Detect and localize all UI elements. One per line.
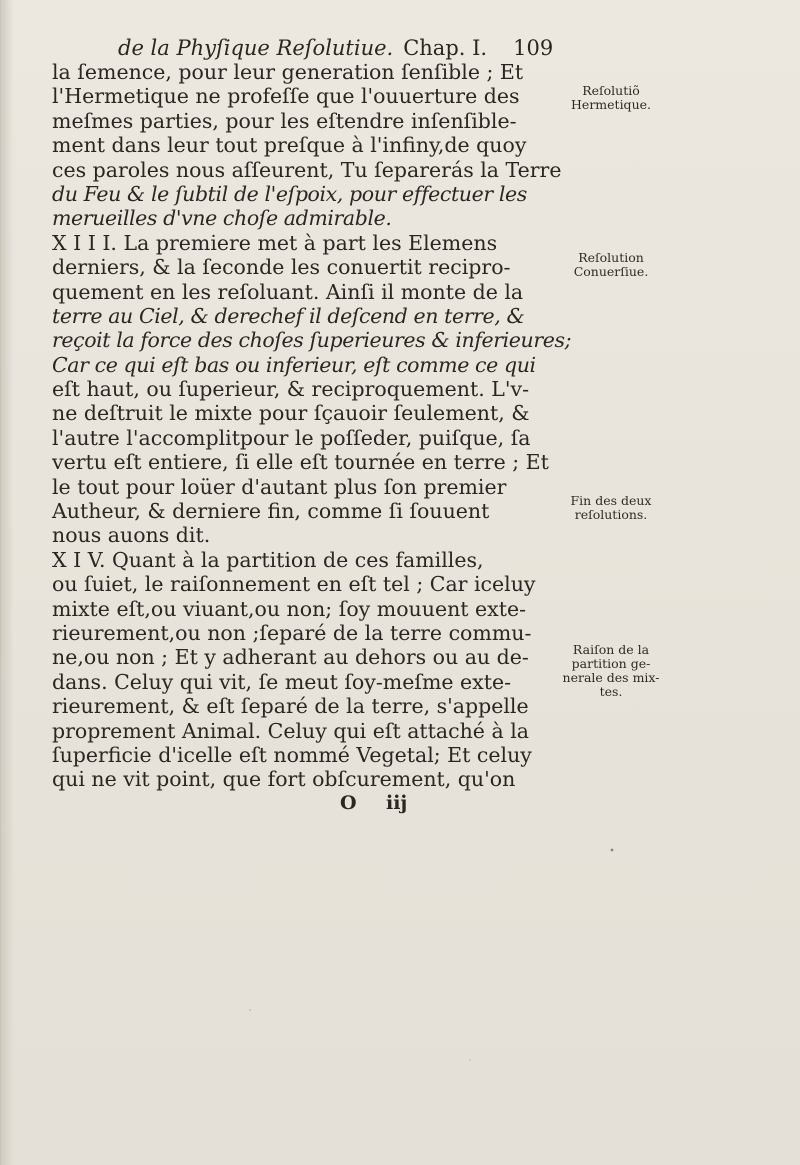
text-line: X I I I. La premiere met à part les Elemens [52,230,498,255]
text-line: rieurement, & eſt ſeparé de la terre, s'appelle [52,694,529,719]
margin-note-line: reſolutions. [574,507,648,522]
text-line: ne,ou non ; Et y adherant au dehors ou au de- [52,645,529,670]
text-line: rieurement,ou non ;ſeparé de la terre commu- [52,620,532,645]
text-line: dans. Celuy qui vit, ſe meut ſoy-meſme exte- [52,669,512,694]
margin-note-line: partition ge- [571,656,651,671]
ink-speck [249,1009,251,1011]
page-number: 109 [513,36,554,60]
text-line: l'Hermetique ne profeſſe que l'ouuerture des [52,84,520,109]
chapter-label: Chap. I. [403,36,488,60]
gutter-shadow [0,0,14,1165]
margin-note-line: Conuerſiue. [573,264,649,279]
text-line: eſt haut, ou ſuperieur, & reciproquement. L'v- [52,377,530,402]
text-line: Car ce qui eſt bas ou inferieur, eſt comme ce qui [52,352,536,377]
text-line: quement en les reſoluant. Ainſi il monte de la [52,279,524,304]
margin-note-reason-of-partition [556,643,666,699]
text-line: le tout pour loüer d'autant plus ſon premier [52,474,507,499]
text-line: meſmes parties, pour les eſtendre inſenſible- [52,108,517,133]
text-line: Autheur, & derniere fin, comme ſi ſouuent [52,499,490,524]
margin-note-line: nerale des mix- [562,670,660,685]
margin-note-line: Reſolution [578,250,644,265]
catchword: iij [386,792,408,814]
text-line: qui ne vit point, que fort obſcurement, qu'on [52,767,516,792]
margin-note-conversive-resolution [556,251,666,279]
running-title: de la Phyſique Reſolutiue. [118,36,394,60]
text-line: ſuperficie d'icelle eſt nommé Vegetal; Et celuy [52,742,532,767]
text-line: ne deſtruit le mixte pour ſçauoir ſeulement, & [52,401,530,426]
text-line: derniers, & la ſeconde les conuertit recipro- [52,255,511,280]
text-line: mixte eſt,ou viuant,ou non; ſoy mouuent exte- [52,596,527,621]
margin-note-end-of-resolutions [556,494,666,522]
text-line: nous auons dit. [52,523,211,548]
margin-note-hermetic-resolution [556,84,666,112]
text-line: la ſemence, pour leur generation ſenſible ; Et [52,60,524,84]
body-text [52,60,572,792]
text-line: X I V. Quant à la partition de ces familles, [52,547,484,572]
margin-note-line: Fin des deux [570,493,652,508]
text-line: vertu eſt entiere, ſi elle eſt tournée en terre ; Et [52,450,549,475]
margin-note-line: Hermetique. [571,97,651,112]
signature-mark: O [340,792,357,814]
text-line: ou ſuiet, le raiſonnement en eſt tel ; Car iceluy [52,572,536,597]
text-line: reçoit la force des choſes ſuperieures & inferieures; [52,328,572,353]
text-line: du Feu & le ſubtil de l'eſpoix, pour effectuer les [52,181,527,206]
text-line: l'autre l'accomplitpour le poſſeder, puiſque, ſa [52,425,531,450]
margin-note-line: Reſolutiõ [582,83,640,98]
ink-speck [469,1059,471,1061]
ink-speck [611,849,614,852]
margin-note-line: Raiſon de la [572,642,650,657]
margin-note-line: tes. [599,684,623,699]
text-line: ces paroles nous aſſeurent, Tu ſeparerás la Terre [52,157,562,182]
text-line: ment dans leur tout preſque à l'infiny,de quoy [52,133,527,158]
text-line: merueilles d'vne choſe admirable. [52,206,392,231]
text-line: proprement Animal. Celuy qui eſt attaché à la [52,718,529,743]
text-line: terre au Ciel, & derechef il deſcend en terre, & [52,303,525,328]
